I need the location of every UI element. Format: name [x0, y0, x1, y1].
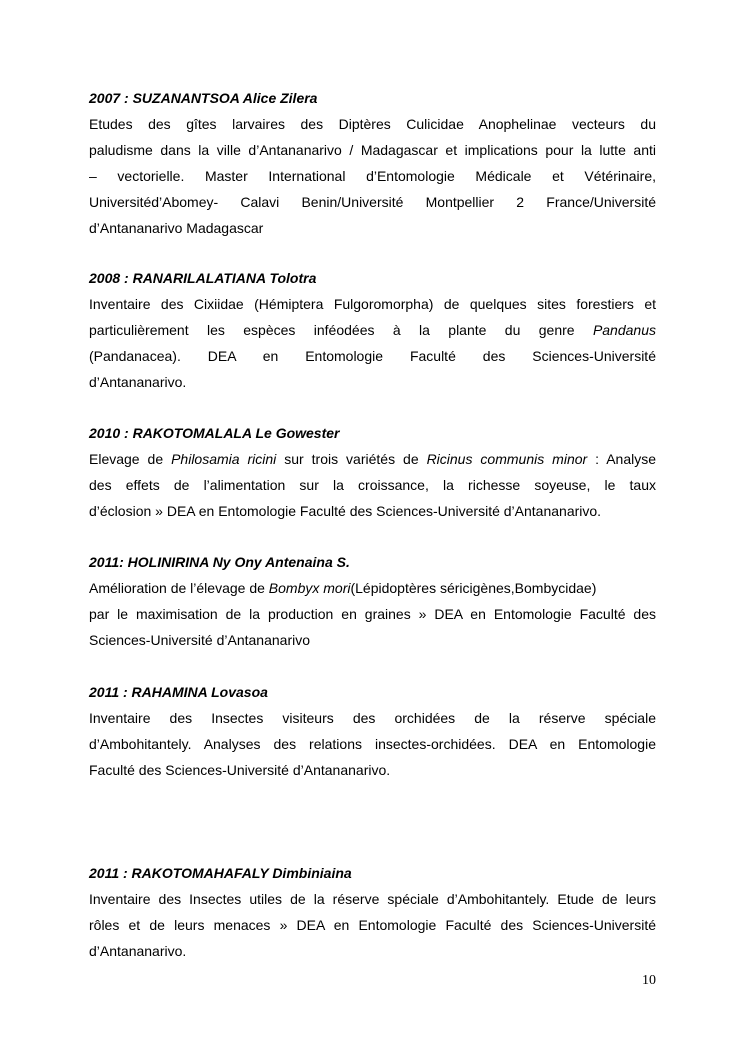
entry-heading: 2011 : RAKOTOMAHAFALY Dimbiniaina [89, 865, 352, 881]
entry-text-line: – vectorielle. Master International d’Entomologie Médicale et Vétérinaire, [89, 168, 656, 184]
entry-text-line: Inventaire des Insectes visiteurs des orchidées de la réserve spéciale [89, 710, 656, 726]
species-name: Bombyx mori [268, 580, 351, 596]
entry-heading: 2008 : RANARILALATIANA Tolotra [89, 270, 317, 286]
entry-text-line: d’éclosion » DEA en Entomologie Faculté des Sciences-Université d’Antananarivo. [89, 503, 602, 519]
entry-text-line: par le maximisation de la production en graines » DEA en Entomologie Faculté des [89, 606, 656, 622]
entry-heading: 2007 : SUZANANTSOA Alice Zilera [89, 90, 318, 106]
species-name: Pandanus [592, 322, 656, 338]
entry-text-line: Faculté des Sciences-Université d’Antananarivo. [89, 762, 391, 778]
entry-text: (Lépidoptères séricigènes,Bombycidae) [350, 580, 597, 596]
species-name: Philosamia ricini [171, 451, 277, 467]
entry-text-line: d’Antananarivo. [89, 943, 187, 959]
page-number: 10 [642, 973, 656, 988]
entry-text: Amélioration de l’élevage de [89, 580, 269, 596]
entry-text: sur trois variétés de [276, 451, 427, 467]
entry-text-line: Universitéd’Abomey- Calavi Benin/Université Montpellier 2 France/Université [89, 194, 656, 210]
entry-heading: 2011: HOLINIRINA Ny Ony Antenaina S. [89, 554, 350, 570]
entry-text-line: Sciences-Université d’Antananarivo [89, 632, 310, 648]
entry-text-line: rôles et de leurs menaces » DEA en Entomologie Faculté des Sciences-Université [89, 917, 656, 933]
entry-text-line: paludisme dans la ville d’Antananarivo / Madagascar et implications pour la lutte anti [89, 142, 656, 158]
entry-text-line: Etudes des gîtes larvaires des Diptères Culicidae Anophelinae vecteurs du [89, 116, 656, 132]
entry-heading: 2010 : RAKOTOMALALA Le Gowester [89, 425, 340, 441]
entry-2010 [89, 420, 656, 524]
entry-2011-rakotomahafaly [89, 860, 656, 964]
entry-text-line [89, 575, 656, 601]
entry-text: : Analyse [587, 451, 657, 467]
species-name: Ricinus communis minor [426, 451, 588, 467]
entry-text-line [89, 317, 656, 343]
entry-text: Elevage de [89, 451, 172, 467]
entry-text-line [89, 446, 656, 472]
entry-heading: 2011 : RAHAMINA Lovasoa [89, 684, 268, 700]
entry-2011-holinirina [89, 549, 656, 653]
entry-2008 [89, 265, 656, 395]
entry-text-line: Inventaire des Insectes utiles de la réserve spéciale d’Ambohitantely. Etude de leurs [89, 891, 656, 907]
entry-2011-rahamina [89, 679, 656, 783]
entry-text-line: d’Antananarivo. [89, 374, 187, 390]
entry-text-line: d’Antananarivo Madagascar [89, 220, 264, 236]
entry-text-line: (Pandanacea). DEA en Entomologie Faculté des Sciences-Université [89, 348, 656, 364]
entry-text: particulièrement les espèces inféodées à la plante du genre [89, 322, 593, 338]
entry-text-line: des effets de l’alimentation sur la croissance, la richesse soyeuse, le taux [89, 477, 656, 493]
entry-text-line: Inventaire des Cixiidae (Hémiptera Fulgoromorpha) de quelques sites forestiers et [89, 296, 656, 312]
entry-2007 [89, 85, 656, 241]
entry-text-line: d’Ambohitantely. Analyses des relations insectes-orchidées. DEA en Entomologie [89, 736, 656, 752]
